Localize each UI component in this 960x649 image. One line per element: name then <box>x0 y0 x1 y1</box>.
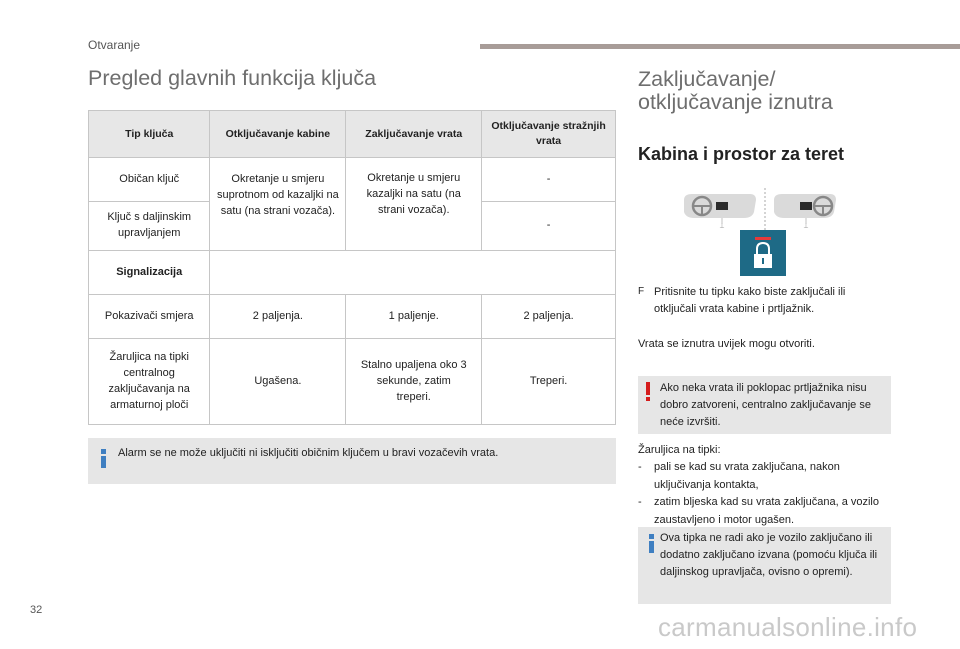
info-icon <box>98 449 112 469</box>
table-header-cell: Tip ključa <box>89 111 210 158</box>
table-cell: Treperi. <box>482 339 616 425</box>
section-label: Otvaranje <box>88 38 141 52</box>
table-cell <box>210 251 616 295</box>
table-cell: 2 paljenja. <box>210 295 346 339</box>
header-accent-bar <box>480 44 960 49</box>
left-page-title: Pregled glavnih funkcija ključa <box>88 66 377 90</box>
info-note-button <box>638 527 891 604</box>
title-line: otključavanje iznutra <box>638 90 833 115</box>
warning-text: Ako neka vrata ili poklopac prtljažnika nisu dobro zatvoreni, centralno zaključavanje se neće izvršiti. <box>660 382 871 429</box>
table-cell: Okretanje u smjeru suprotnom od kazaljki na satu (na strani vozača). <box>210 158 346 251</box>
table-cell: 1 paljenje. <box>346 295 482 339</box>
list-intro: Žaruljica na tipki: <box>638 444 721 456</box>
table-cell: Ugašena. <box>210 339 346 425</box>
list-item-text: pali se kad su vrata zaključana, nakon uključivanja kontakta, <box>654 461 840 491</box>
table-row <box>89 295 616 339</box>
table-header-cell: Otključavanje stražnjih vrata <box>482 111 616 158</box>
instruction-bullet <box>638 284 888 318</box>
table-cell: - <box>482 202 616 251</box>
table-header-cell: Zaključavanje vrata <box>346 111 482 158</box>
lamp-description <box>638 442 891 529</box>
info-note-alarm <box>88 438 616 484</box>
page-number: 32 <box>30 604 43 616</box>
list-dash: - <box>638 461 642 474</box>
section-subtitle: Kabina i prostor za teret <box>638 144 845 164</box>
svg-text:⊥: ⊥ <box>719 223 725 230</box>
table-cell: Signalizacija <box>89 251 210 295</box>
list-item-text: zatim bljeska kad su vrata zaključana, a vozilo zaustavljeno i motor ugašen. <box>654 496 879 526</box>
info-note-text: Alarm se ne može uključiti ni isključiti običnim ključem u bravi vozačevih vrata. <box>118 447 499 459</box>
table-header-row <box>89 111 616 158</box>
table-cell: Okretanje u smjeru kazaljki na satu (na strani vozača). <box>346 158 482 251</box>
info-icon <box>646 534 660 554</box>
list-dash: - <box>638 496 642 509</box>
warning-icon <box>646 382 651 402</box>
watermark: carmanualsonline.info <box>658 612 918 642</box>
title-line: Zaključavanje/ <box>638 67 776 91</box>
bullet-text: Pritisnite tu tipku kako biste zaključali ili otključali vrata kabine i prtljažnik. <box>654 286 846 316</box>
list-item <box>638 494 891 529</box>
table-cell: Ključ s daljinskim upravljanjem <box>89 202 210 251</box>
right-page-title <box>638 68 833 114</box>
table-row <box>89 339 616 425</box>
key-functions-table <box>88 110 616 425</box>
table-cell: Pokazivači smjera <box>89 295 210 339</box>
table-header-cell: Otključavanje kabine <box>210 111 346 158</box>
lock-button-icon <box>740 230 786 276</box>
warning-note <box>638 376 891 434</box>
svg-text:⊥: ⊥ <box>803 223 809 230</box>
table-cell: - <box>482 158 616 202</box>
list-item <box>638 459 891 494</box>
table-cell: Žaruljica na tipki centralnog zaključavanja na armaturnoj ploči <box>89 339 210 425</box>
bullet-symbol: F <box>638 286 645 297</box>
central-locking-illustration <box>680 188 840 278</box>
table-cell: 2 paljenja. <box>482 295 616 339</box>
table-cell: Običan ključ <box>89 158 210 202</box>
table-row <box>89 251 616 295</box>
info-note-text: Ova tipka ne radi ako je vozilo zaključano ili dodatno zaključano izvana (pomoću ključa ili daljinskog upravljača, ovisno o opremi). <box>660 532 878 579</box>
right-dashboard-panel <box>774 194 836 230</box>
table-cell: Stalno upaljena oko 3 sekunde, zatim treperi. <box>346 339 482 425</box>
table-row <box>89 158 616 202</box>
paragraph: Vrata se iznutra uvijek mogu otvoriti. <box>638 338 815 350</box>
